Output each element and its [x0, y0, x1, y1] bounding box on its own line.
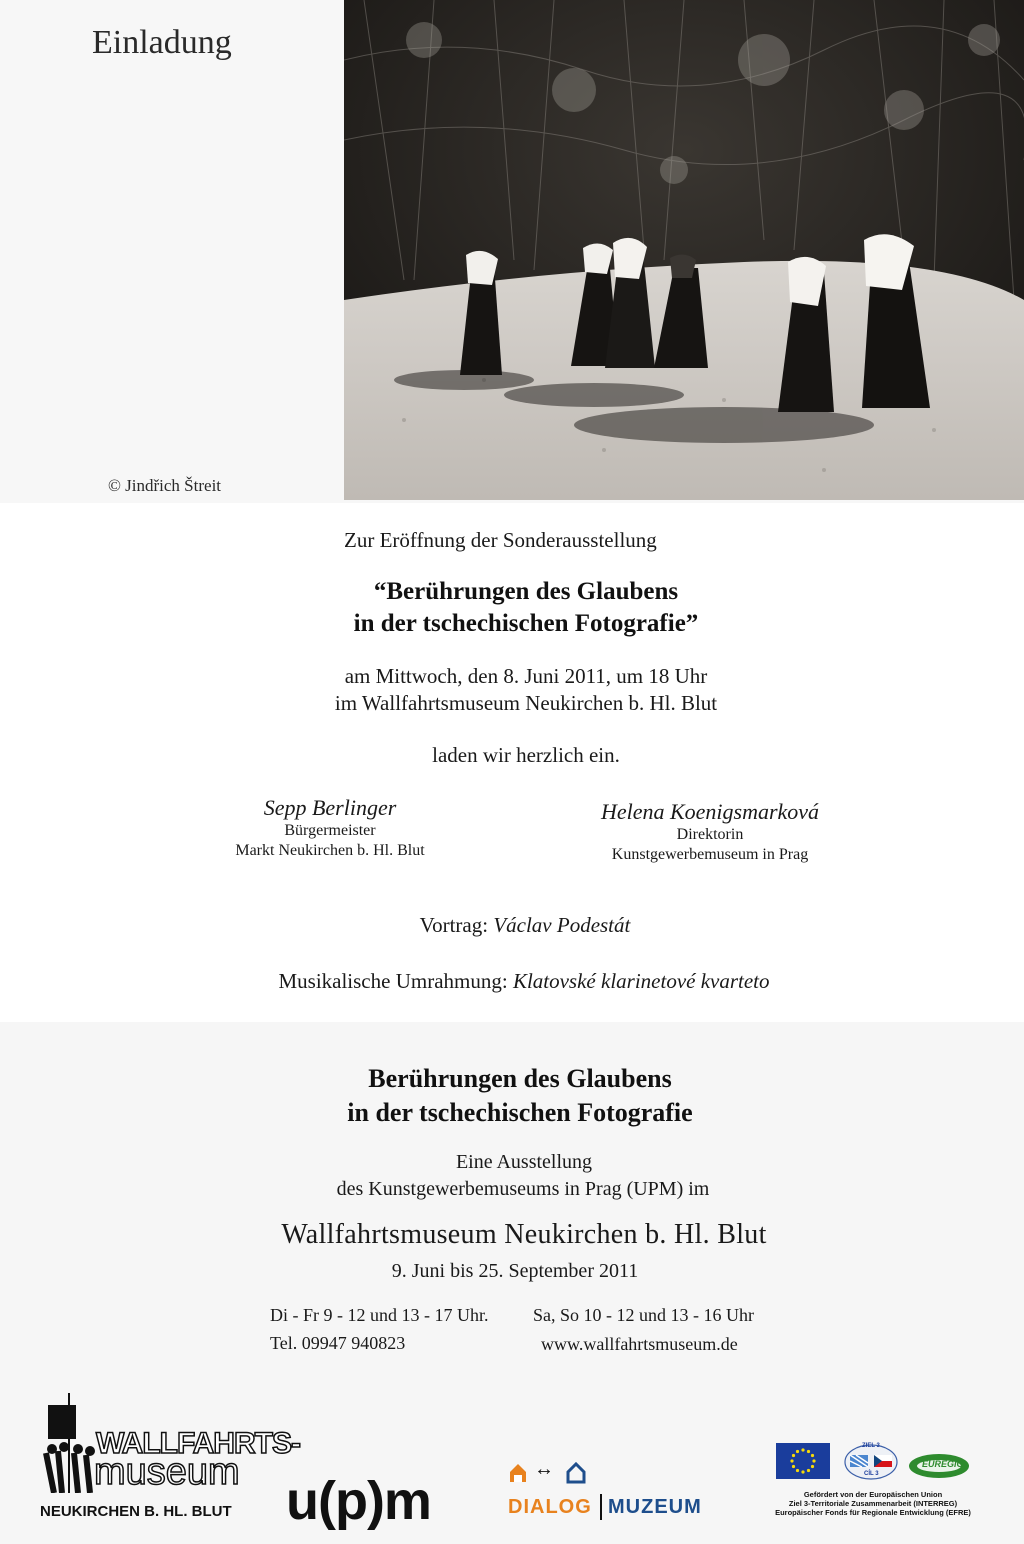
hours-weekday: Di - Fr 9 - 12 und 13 - 17 Uhr.: [270, 1305, 489, 1325]
ziel3-bottom: CÍL 3: [864, 1471, 879, 1477]
eu-stars-icon: [776, 1443, 830, 1479]
museum-logo-line1: WALLFAHRTS-: [96, 1427, 300, 1460]
upm-logo: [286, 1470, 431, 1532]
website-link[interactable]: www.wallfahrtsmuseum.de: [541, 1334, 738, 1354]
exhibition-venue: Wallfahrtsmuseum Neukirchen b. Hl. Blut: [281, 1219, 767, 1250]
photo-illustration: [344, 0, 1024, 500]
signatory-right: [560, 799, 860, 865]
invitation-intro: Zur Eröffnung der Sonderausstellung: [344, 528, 657, 552]
invitation-place: im Wallfahrtsmuseum Neukirchen b. Hl. Blut: [334, 691, 718, 715]
euregio-logo: [908, 1453, 970, 1479]
phone-number: Tel. 09947 940823: [270, 1333, 406, 1353]
invitation-date: am Mittwoch, den 8. Juni 2011, um 18 Uhr: [344, 664, 708, 688]
signatory-left: [185, 795, 475, 861]
page-title: Einladung: [92, 24, 232, 61]
muzeum-text: MUZEUM: [608, 1496, 702, 1518]
exhibition-title-line1: Berührungen des Glaubens: [368, 1064, 672, 1093]
pilgrims-icon: [38, 1393, 100, 1493]
signatory-role: Bürgermeister: [284, 822, 376, 839]
signatory-name: Sepp Berlinger: [263, 795, 397, 820]
eu-note-line2: Ziel 3-Territoriale Zusammenarbeit (INTERREG): [788, 1499, 958, 1508]
dialog-muzeum-logo: [508, 1458, 728, 1522]
lecture-label: Vortrag:: [419, 913, 489, 937]
dialog-arrows: ↔: [534, 1458, 554, 1480]
signatory-org: Kunstgewerbemuseum in Prag: [611, 846, 809, 863]
lecture-line: [0, 913, 1024, 938]
exhibition-title-line2: in der tschechischen Fotografie: [347, 1098, 693, 1127]
museum-logo-line2: museum: [94, 1451, 240, 1493]
music-label: Musikalische Umrahmung:: [278, 969, 508, 993]
eu-note-line3: Europäischer Fonds für Regionale Entwicklung (EFRE): [775, 1508, 971, 1517]
euregio-text: EUREGIO: [922, 1459, 964, 1469]
exhibition-sub-line1: Eine Ausstellung: [455, 1151, 593, 1173]
music-line: [0, 969, 1024, 994]
exhibition-sub-line2: des Kunstgewerbemuseums in Prag (UPM) im: [336, 1178, 710, 1200]
eu-funding-note: [730, 1490, 1016, 1517]
eu-flag-icon: [776, 1443, 830, 1479]
upm-logo-text: u(p)m: [286, 1471, 431, 1531]
museum-logo-line3: NEUKIRCHEN B. HL. BLUT: [40, 1503, 232, 1520]
signatory-org: Markt Neukirchen b. Hl. Blut: [235, 842, 425, 859]
signatory-name: Helena Koenigsmarková: [600, 799, 820, 824]
photo-credit: © Jindřich Štreit: [108, 476, 222, 495]
invitation-title-line1: “Berührungen des Glaubens: [373, 578, 679, 605]
invitation-invite: laden wir herzlich ein.: [432, 743, 620, 767]
music-name: Klatovské klarinetové kvarteto: [512, 969, 770, 993]
invitation-title-line2: in der tschechischen Fotografie”: [353, 610, 699, 637]
wallfahrtsmuseum-logo: [38, 1393, 300, 1523]
lecture-name: Václav Podestát: [493, 913, 631, 937]
ziel3-logo: [844, 1443, 898, 1481]
dialog-divider: [600, 1494, 602, 1520]
dialog-text: DIALOG: [508, 1496, 592, 1518]
eu-note-line1: Gefördert von der Europäischen Union: [803, 1490, 943, 1499]
nuns-photograph: [344, 0, 1024, 500]
ziel3-top: ZIEL 3: [862, 1443, 880, 1449]
hours-weekend: Sa, So 10 - 12 und 13 - 16 Uhr: [533, 1305, 754, 1325]
signatory-role: Direktorin: [676, 826, 744, 843]
exhibition-dates: 9. Juni bis 25. September 2011: [391, 1260, 639, 1282]
